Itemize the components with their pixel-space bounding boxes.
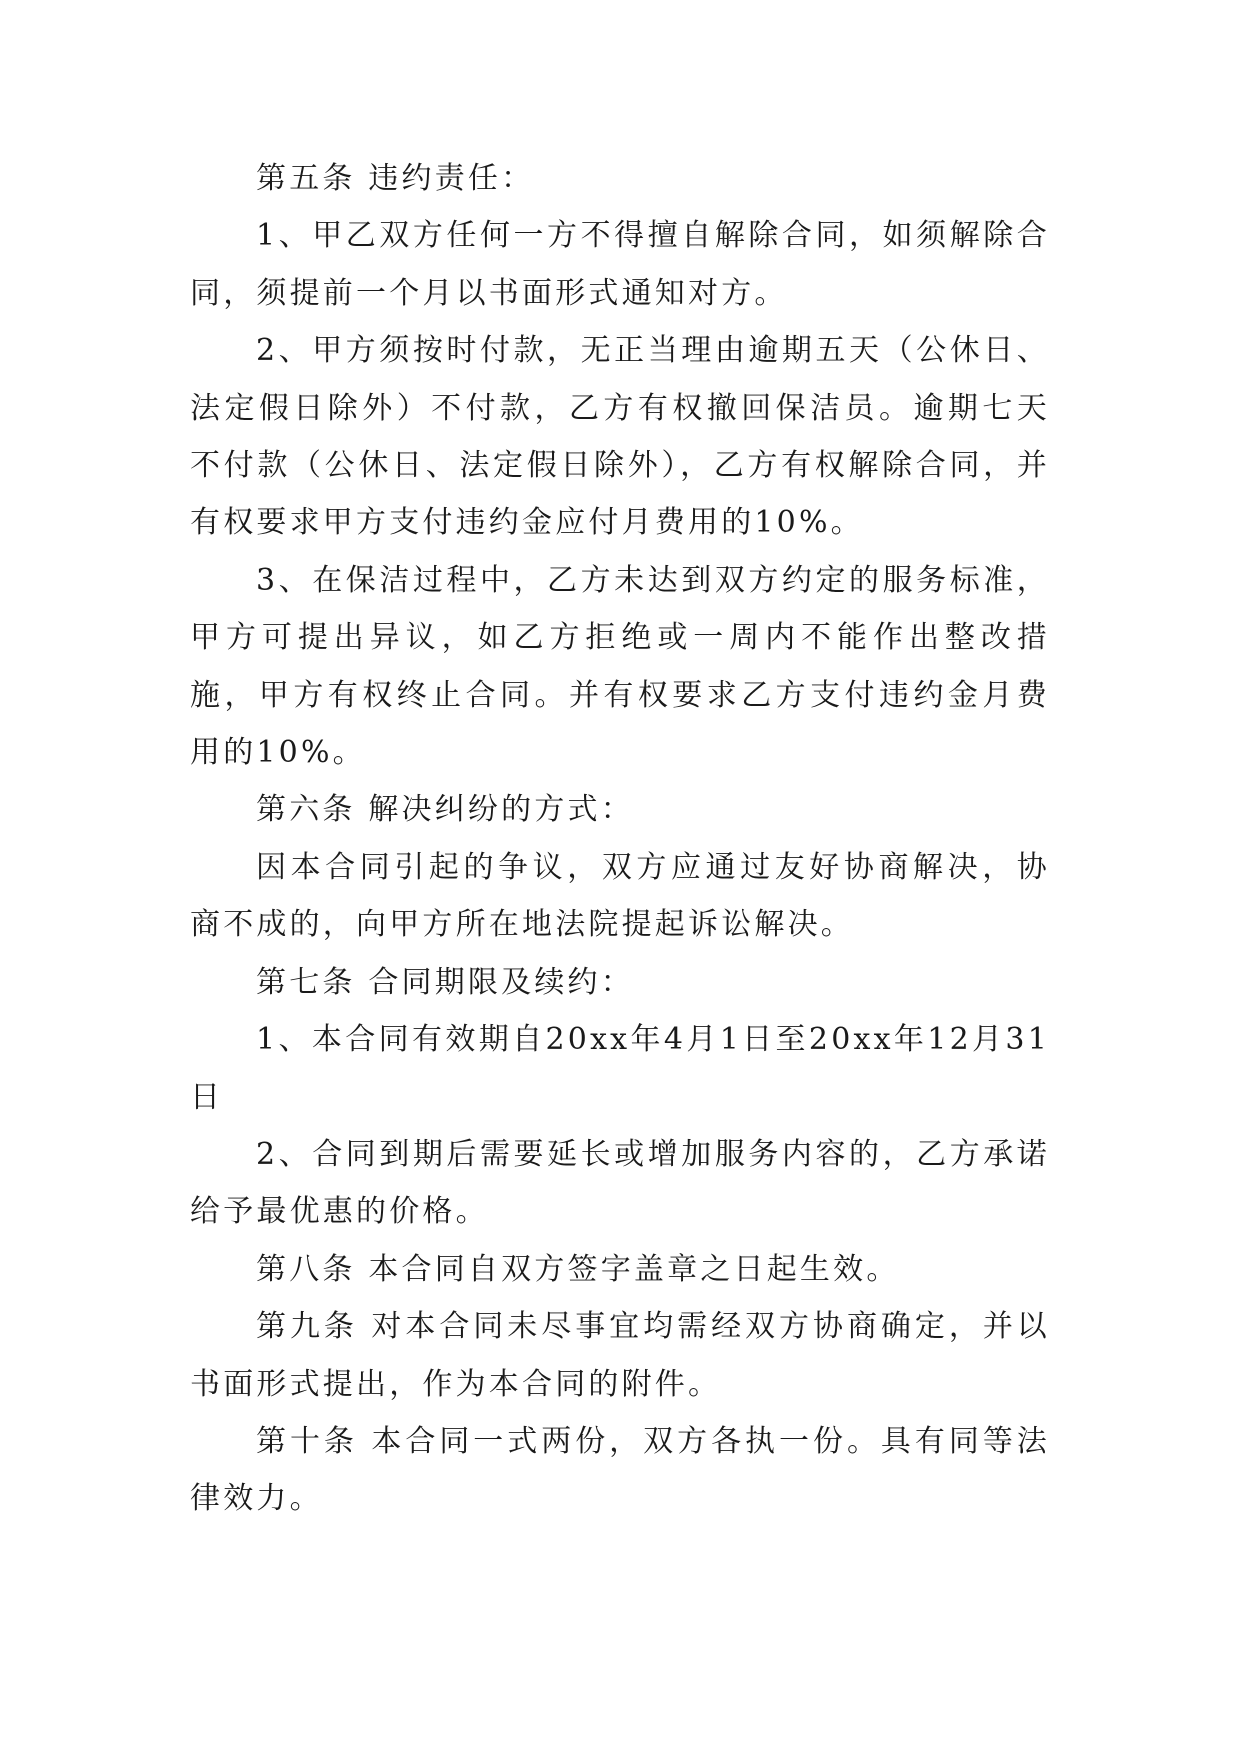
article-5-clause-1: 1、甲乙双方任何一方不得擅自解除合同，如须解除合同，须提前一个月以书面形式通知对方。	[190, 218, 1050, 311]
article-7-clause-1: 1、本合同有效期自20xx年4月1日至20xx年12月31日	[190, 1022, 1050, 1115]
article-5-clause-3: 3、在保洁过程中，乙方未达到双方约定的服务标准，甲方可提出异议，如乙方拒绝或一周内不能作出整改措施，甲方有权终止合同。并有权要求乙方支付违约金月费用的10%。	[190, 562, 1050, 771]
article-8: 第八条 本合同自双方签字盖章之日起生效。	[256, 1251, 900, 1287]
article-5-clause-2: 2、甲方须按时付款，无正当理由逾期五天（公休日、法定假日除外）不付款，乙方有权撤回保洁员。逾期七天不付款（公休日、法定假日除外），乙方有权解除合同，并有权要求甲方支付违约金应付月费用的10%。	[190, 333, 1050, 541]
article-7-clause-2: 2、合同到期后需要延长或增加服务内容的，乙方承诺给予最优惠的价格。	[190, 1136, 1050, 1230]
article-6-text: 因本合同引起的争议，双方应通过友好协商解决，协商不成的，向甲方所在地法院提起诉讼解决。	[190, 849, 1050, 943]
contract-body	[190, 150, 1050, 1528]
article-6-heading: 第六条 解决纠纷的方式：	[256, 792, 634, 828]
article-7-heading: 第七条 合同期限及续约：	[256, 964, 634, 1000]
article-9: 第九条 对本合同未尽事宜均需经双方协商确定，并以书面形式提出，作为本合同的附件。	[190, 1309, 1050, 1402]
article-10: 第十条 本合同一式两份，双方各执一份。具有同等法律效力。	[190, 1423, 1050, 1517]
article-5-heading: 第五条 违约责任：	[256, 161, 535, 196]
